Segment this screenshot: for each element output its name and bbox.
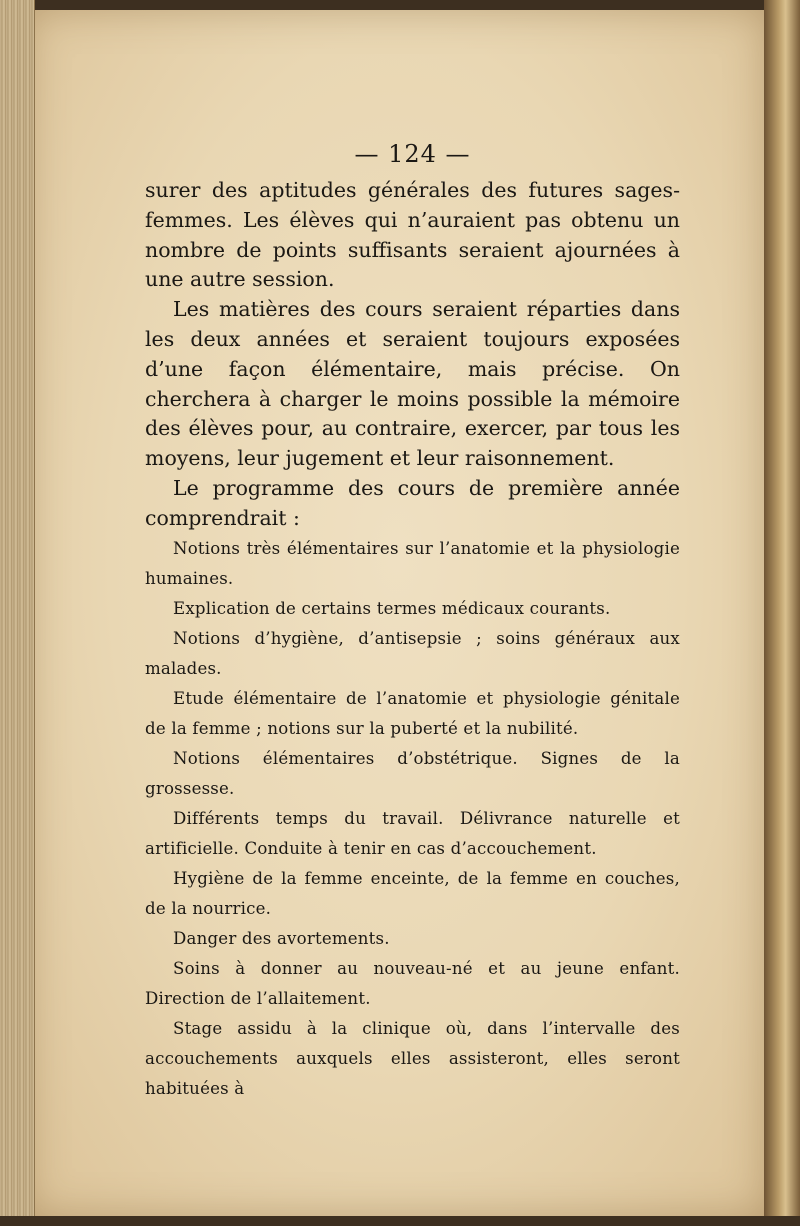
program-item: Notions d’hygiène, d’antisepsie ; soins généraux aux malades. xyxy=(145,628,680,678)
page-fore-edge xyxy=(764,0,800,1226)
book-spine-edge xyxy=(0,0,35,1226)
program-item: Danger des avortements. xyxy=(173,928,390,948)
program-item: Stage assidu à la clinique où, dans l’intervalle des accouchements auxquels elles assisteront, elles seront habituées à xyxy=(145,1018,680,1098)
program-item: Différents temps du travail. Délivrance naturelle et artificielle. Conduite à tenir en cas d’accouchement. xyxy=(145,808,680,858)
page-number: — 124 — xyxy=(354,140,471,168)
paragraph-program-intro: Le programme des cours de première année comprendrait : xyxy=(145,475,680,530)
paragraph-continuation: surer des aptitudes générales des futures sages-femmes. Les élèves qui n’auraient pas obtenu un nombre de points suffisants seraient ajournées à une autre session. xyxy=(145,178,680,292)
program-item: Etude élémentaire de l’anatomie et physiologie génitale de la femme ; notions sur la puberté et la nubilité. xyxy=(145,688,680,738)
program-item: Hygiène de la femme enceinte, de la femme en couches, de la nourrice. xyxy=(145,868,680,918)
bottom-edge xyxy=(0,1216,800,1226)
program-item: Notions élémentaires d’obstétrique. Signes de la grossesse. xyxy=(145,748,680,798)
text-block xyxy=(145,140,680,1104)
program-item: Notions très élémentaires sur l’anatomie et la physiologie humaines. xyxy=(145,538,680,588)
program-item: Soins à donner au nouveau-né et au jeune enfant. Direction de l’allaitement. xyxy=(145,958,680,1008)
program-item: Explication de certains termes médicaux courants. xyxy=(173,598,611,618)
paragraph-course-subjects: Les matières des cours seraient réparties dans les deux années et seraient toujours exposées d’une façon élémentaire, mais précise. On cherchera à charger le moins possible la mémoire des élèves pour, au contraire, exercer, par tous les moyens, leur jugement et leur raisonnement. xyxy=(145,297,680,471)
top-edge xyxy=(0,0,800,10)
